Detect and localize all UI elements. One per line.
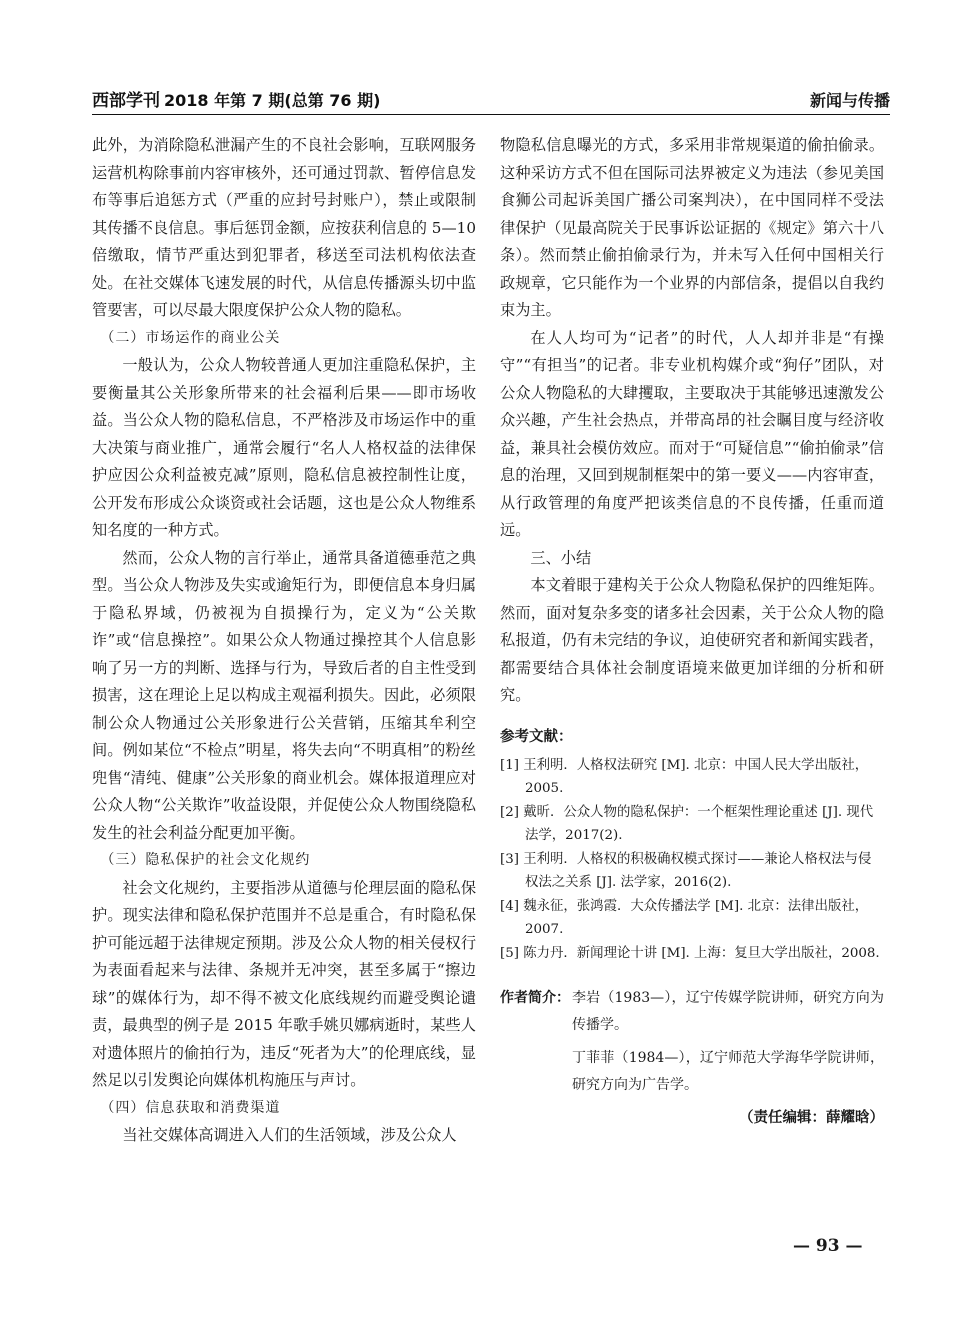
- paragraph: 社会文化规约，主要指涉从道德与伦理层面的隐私保护。现实法律和隐私保护范围并不总是重合，有时隐私保护可能远超于法律规定预期。涉及公众人物的相关侵权行为表面看起来与法律、条规并无冲突，甚至多属于“擦边球”的媒体行为，却不得不被文化底线规约而避受舆论谴责，最典型的例子是 2015 年歌手姚贝娜病逝时，某些人对遗体照片的偷拍行为，违反“死者为大”的伦理底线，显然足以引发舆论向媒体机构施压与声讨。: [92, 878, 476, 1089]
- reference-item: [4] 魏永征，张鸿霞．大众传播法学 [M]. 北京：法律出版社，2007.: [500, 898, 869, 937]
- paragraph: 物隐私信息曝光的方式，多采用非常规渠道的偷拍偷录。这种采访方式不但在国际司法界被定义为违法（参见美国食狮公司起诉美国广播公司案判决），在中国同样不受法律保护（见最高院关于民事诉讼证据的《规定》第六十八条）。然而禁止偷拍偷录行为，并未写入任何中国相关行政规章，它只能作为一个业界的内部信条，提倡以自我约束为主。: [500, 136, 884, 319]
- responsible-editor: （责任编辑：薛耀晗）: [739, 1110, 884, 1126]
- reference-item: [5] 陈力丹．新闻理论十讲 [M]. 上海：复旦大学出版社，2008.: [500, 945, 880, 961]
- author-intro-label: 作者简介：: [500, 990, 570, 1006]
- running-header: [92, 80, 890, 114]
- subsection-heading: （三）隐私保护的社会文化规约: [100, 852, 311, 868]
- journal-title: [92, 86, 380, 111]
- paragraph: 一般认为，公众人物较普通人更加注重隐私保护，主要衡量其公关形象所带来的社会福利后果——即市场收益。当公众人物的隐私信息，不严格涉及市场运作中的重大决策与商业推广，通常会履行“名人人格权益的法律保护应因公众利益被克减”原则，隐私信息被控制性让度，公开发布形成公众谈资或社会话题，这也是公众人物维系知名度的一种方式。: [92, 356, 476, 539]
- references-title: 参考文献：: [500, 728, 573, 745]
- paragraph: 在人人均可为“记者”的时代，人人却并非是“有操守”“有担当”的记者。非专业机构媒介或“狗仔”团队，对公众人物隐私的大肆攫取，主要取决于其能够迅速激发公众兴趣，产生社会热点，并带高昂的社会瞩目度与经济收益，兼具社会模仿效应。而对于“可疑信息”“偷拍偷录”信息的治理，又回到规制框架中的第一要义——内容审查，从行政管理的角度严把该类信息的不良传播，任重而道远。: [500, 328, 884, 539]
- reference-item: [1] 王利明．人格权法研究 [M]. 北京：中国人民大学出版社，2005.: [500, 757, 869, 796]
- subsection-heading: （四）信息获取和消费渠道: [100, 1099, 281, 1116]
- paragraph: 此外，为消除隐私泄漏产生的不良社会影响，互联网服务运营机构除事前内容审核外，还可通过罚款、暂停信息发布等事后追惩方式（严重的应封号封账户），禁止或限制其传播不良信息。事后惩罚金额，应按获利信息的 5—10 倍缴取，情节严重达到犯罪者，移送至司法机构依法查处。在社交媒体飞速发展的时代，从信息传播源头切中监管要害，可以尽最大限度保护公众人物的隐私。: [92, 136, 476, 319]
- paragraph: 然而，公众人物的言行举止，通常具备道德垂范之典型。当公众人物涉及失实或逾矩行为，即便信息本身归属于隐私界域，仍被视为自损操行为，定义为“公关欺诈”或“信息操控”。如果公众人物通过操控其个人信息影响了另一方的判断、选择与行为，导致后者的自主性受到损害，这在理论上足以构成主观福利损失。因此，必须限制公众人物通过公关形象进行公关营销，压缩其牟利空间。例如某位“不检点”明星，将失去向“不明真相”的粉丝兜售“清纯、健康”公关形象的商业机会。媒体报道理应对公众人物“公关欺诈”收益设限，并促使公众人物围绕隐私发生的社会利益分配更加平衡。: [92, 548, 476, 842]
- header-rule: [92, 114, 890, 115]
- journal-issue: 2018 年第 7 期(总第 76 期): [164, 91, 381, 110]
- paragraph: 本文着眼于建构关于公众人物隐私保护的四维矩阵。然而，面对复杂多变的诸多社会因素，关于公众人物的隐私报道，仍有未完结的争议，迫使研究者和新闻实践者，都需要结合具体社会制度语境来做更加详细的分析和研究。: [500, 576, 884, 704]
- section-heading: 三、小结: [530, 548, 592, 567]
- right-column: [500, 132, 884, 1132]
- page-number: — 93 —: [793, 1236, 863, 1256]
- author-item: 李岩（1983—），辽宁传媒学院讲师，研究方向为传播学。: [572, 990, 884, 1033]
- paragraph: 当社交媒体高调进入人们的生活领域，涉及公众人: [122, 1126, 457, 1144]
- author-intro: [500, 985, 884, 1132]
- reference-item: [2] 戴昕．公众人物的隐私保护：一个框架性理论重述 [J]. 现代法学，2017(2).: [500, 804, 874, 843]
- reference-item: [3] 王利明．人格权的积极确权模式探讨——兼论人格权法与侵权法之关系 [J]. 法学家，2016(2).: [500, 851, 872, 890]
- section-name: 新闻与传播: [809, 91, 890, 110]
- journal-logo: 西部学刊: [92, 91, 160, 111]
- references-list: [500, 754, 884, 966]
- subsection-heading: （二）市场运作的商业公关: [100, 329, 281, 346]
- author-item: 丁菲菲（1984—），辽宁师范大学海华学院讲师，研究方向为广告学。: [572, 1050, 884, 1093]
- left-column: [92, 132, 476, 1150]
